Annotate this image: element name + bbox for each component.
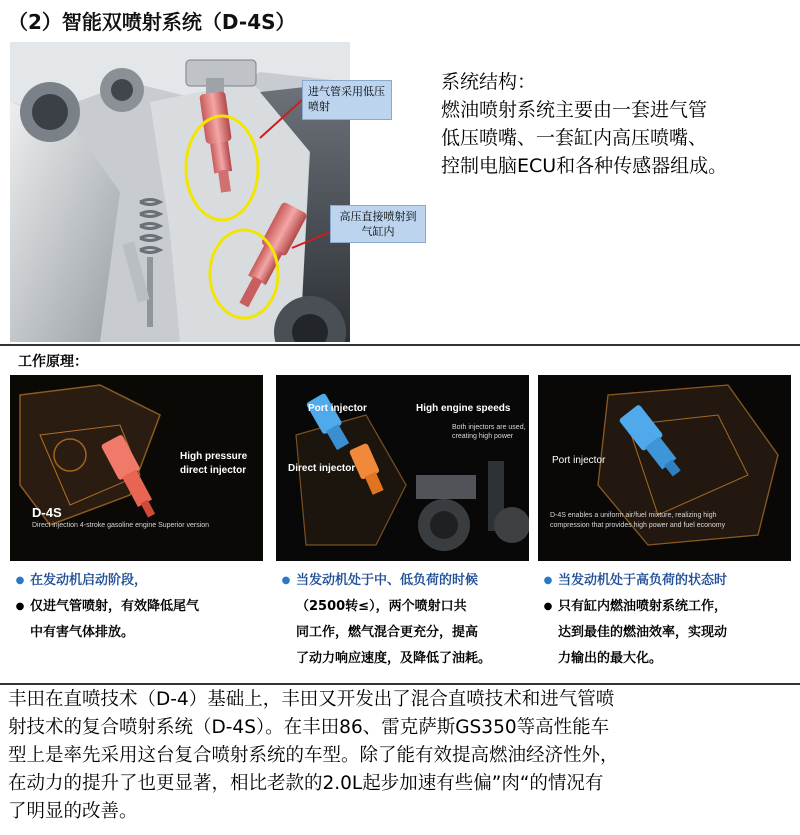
panel-label-port: Port injector: [552, 455, 606, 466]
low-load-image: [276, 375, 529, 561]
column-heading-text: 在发动机启动阶段，: [30, 573, 148, 588]
panel-label: direct injector: [180, 465, 247, 476]
principle-heading: 工作原理：: [18, 354, 88, 370]
column-line: 了动力响应速度，及降低了油耗。: [296, 651, 492, 666]
bullet-icon: ●: [543, 575, 553, 586]
summary-line: 丰田在直喷技术（D-4）基础上，丰田又开发出了混合直喷技术和进气管喷: [8, 689, 615, 710]
column-line: 中有害气体排放。: [30, 625, 135, 640]
section-divider: [0, 344, 800, 346]
panel-title: High engine speeds: [416, 403, 511, 414]
bullet-icon: ●: [281, 575, 291, 586]
low-load-column: [276, 568, 536, 672]
summary-line: 在动力的提升了也更显著，相比老款的2.0L起步加速有些偏”肉“的情况有: [8, 773, 604, 794]
callout-line: 气缸内: [361, 225, 395, 238]
bullet-icon: ●: [15, 601, 25, 612]
panel-caption: D-4S enables a uniform air/fuel mixture, realizing high: [550, 512, 717, 519]
startup-phase-image: [10, 375, 263, 561]
panel-label-port: Port injector: [308, 403, 367, 414]
column-line: 仅进气管喷射，有效降低尾气: [30, 599, 200, 614]
panel-caption: compression that provides high power and fuel economy: [550, 522, 726, 529]
panel-sub: creating high power: [452, 433, 514, 440]
structure-line: 燃油喷射系统主要由一套进气管: [441, 99, 708, 121]
engine-cutaway-image: [10, 42, 350, 342]
direct-injection-callout: [330, 205, 426, 243]
d4s-badge: D-4S: [32, 505, 62, 520]
panel-label: High pressure: [180, 451, 248, 462]
summary-paragraph: [8, 686, 798, 826]
summary-divider: [0, 683, 800, 685]
panel-label-direct: Direct injector: [288, 463, 356, 474]
panel-caption: Direct injection 4-stroke gasoline engine Superior version: [32, 522, 210, 529]
structure-line: 低压喷嘴、一套缸内高压喷嘴、: [441, 127, 708, 149]
structure-line: 系统结构：: [441, 71, 537, 93]
structure-line: 控制电脑ECU和各种传感器组成。: [441, 155, 728, 177]
port-injection-callout: [302, 80, 392, 120]
high-load-column: [538, 568, 798, 672]
column-line: 力输出的最大化。: [558, 651, 663, 666]
column-line: 达到最佳的燃油效率，实现动: [558, 625, 728, 640]
high-load-image: [538, 375, 791, 561]
summary-line: 射技术的复合喷射系统（D-4S）。在丰田86、雷克萨斯GS350等高性能车: [8, 717, 610, 738]
bullet-icon: ●: [543, 601, 553, 612]
column-body: [10, 594, 265, 620]
column-heading: [10, 568, 265, 594]
section-title: （2）智能双喷射系统（D-4S）: [8, 10, 296, 34]
bullet-icon: ●: [15, 575, 25, 586]
column-line: 同工作，燃气混合更充分，提高: [296, 625, 479, 640]
column-heading: [276, 568, 536, 594]
summary-line: 型上是率先采用这台复合喷射系统的车型。除了能有效提高燃油经济性外，: [8, 745, 619, 766]
column-line: （2500转≤），两个喷射口共: [296, 599, 467, 614]
column-heading-text: 当发动机处于高负荷的状态时: [558, 573, 728, 588]
callout-line: 喷射: [308, 100, 330, 113]
column-heading: [538, 568, 798, 594]
callout-line: 高压直接喷射到: [339, 210, 417, 223]
column-heading-text: 当发动机处于中、低负荷的时候: [296, 573, 479, 588]
panel-sub: Both injectors are used,: [452, 424, 526, 431]
column-line: 只有缸内燃油喷射系统工作，: [558, 599, 728, 614]
callout-line: 进气管采用低压: [308, 85, 385, 98]
column-body: [538, 594, 798, 620]
summary-line: 了明显的改善。: [8, 801, 138, 822]
startup-column: [10, 568, 265, 646]
system-structure-text: [441, 68, 791, 180]
